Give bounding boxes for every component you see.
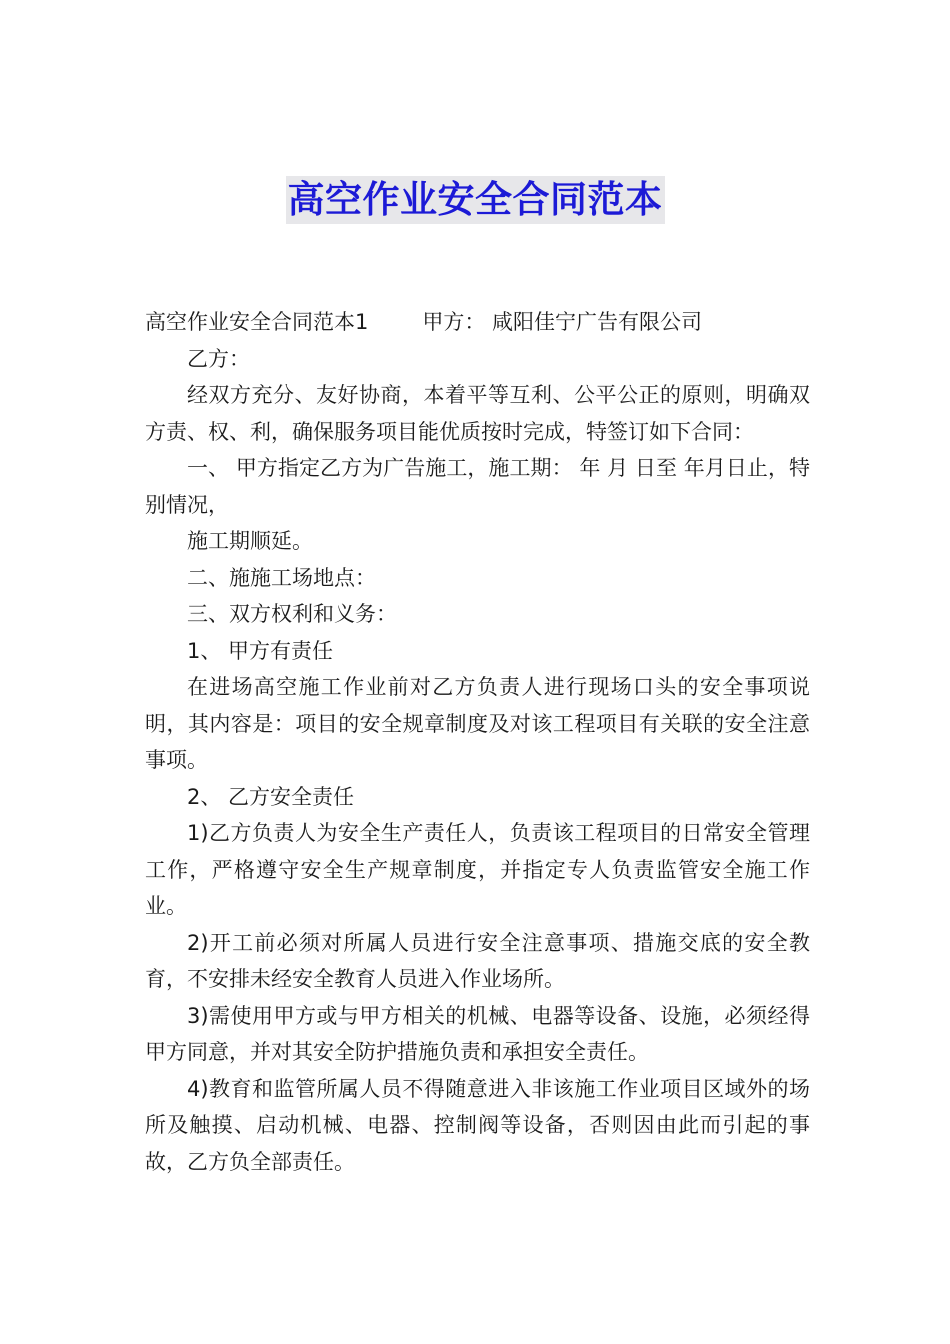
document-body: [145, 304, 810, 1180]
contract-label: 高空作业安全合同范本1: [145, 310, 369, 334]
document-title: 高空作业安全合同范本: [286, 176, 665, 224]
paragraph: 施工期顺延。: [187, 529, 313, 553]
paragraph: 3)需使用甲方或与甲方相关的机械、电器等设备、设施，必须经得甲方同意，并对其安全防护措施负责和承担安全责任。: [145, 1003, 810, 1064]
paragraph: 乙方：: [187, 346, 250, 371]
paragraph: 4)教育和监管所属人员不得随意进入非该施工作业项目区域外的场所及触摸、启动机械、电器、控制阀等设备，否则因由此而引起的事故，乙方负全部责任。: [145, 1076, 810, 1174]
title-container: [0, 176, 950, 224]
paragraph: 2)开工前必须对所属人员进行安全注意事项、措施交底的安全教育，不安排未经安全教育人员进入作业场所。: [145, 930, 810, 991]
paragraph: 1、 甲方有责任: [187, 638, 334, 663]
party-a-line: 甲方： 咸阳佳宁广告有限公司: [422, 310, 703, 334]
paragraph: 经双方充分、友好协商，本着平等互利、公平公正的原则，明确双方责、权、利，确保服务项目能优质按时完成，特签订如下合同：: [145, 383, 810, 444]
paragraph: 在进场高空施工作业前对乙方负责人进行现场口头的安全事项说明，其内容是：项目的安全规章制度及对该工程项目有关联的安全注意事项。: [145, 675, 810, 772]
paragraph: 2、 乙方安全责任: [187, 784, 355, 809]
paragraph: 三、双方权利和义务：: [187, 602, 397, 626]
paragraph: 1)乙方负责人为安全生产责任人，负责该工程项目的日常安全管理工作，严格遵守安全生产规章制度，并指定专人负责监管安全施工作业。: [145, 821, 810, 918]
header-line: [145, 304, 810, 341]
paragraph: 一、 甲方指定乙方为广告施工，施工期： 年 月 日至 年月日止，特别情况，: [145, 456, 810, 517]
paragraph: 二、施施工场地点：: [187, 565, 376, 590]
